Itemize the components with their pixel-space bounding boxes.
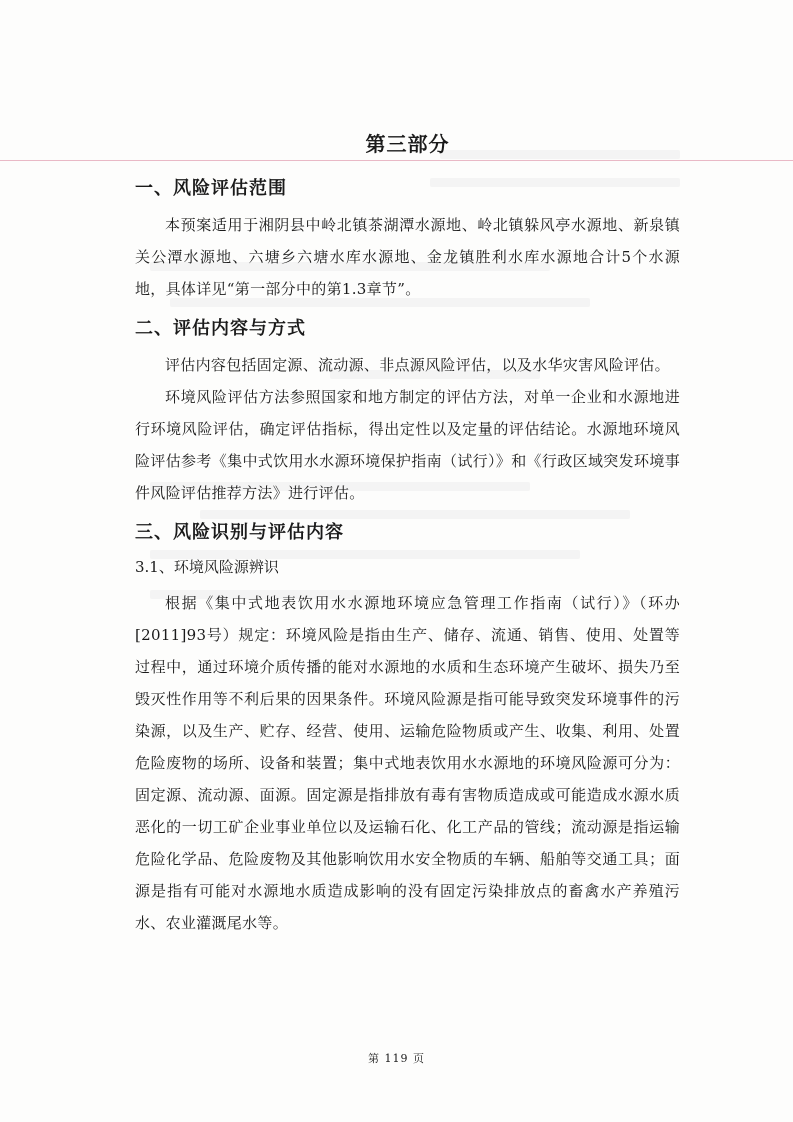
method-paragraph-2: 环境风险评估方法参照国家和地方制定的评估方法，对单一企业和水源地进行环境风险评估，确定评估指标，得出定性以及定量的评估结论。水源地环境风险评估参考《集中式饮用水水源环境保护指南（试行）》和《行政区域突发环境事件风险评估推荐方法》进行评估。 — [135, 388, 680, 502]
risk-source-paragraph: 根据《集中式地表饮用水水源地环境应急管理工作指南（试行）》（环办[2011]93号）规定：环境风险是指由生产、储存、流通、销售、使用、处置等过程中，通过环境介质传播的能对水源地的水质和生态环境产生破坏、损失乃至毁灭性作用等不利后果的因果条件。环境风险源是指可能导致突发环境事件的污染源，以及生产、贮存、经营、使用、运输危险物质或产生、收集、利用、处置危险废物的场所、设备和装置；集中式地表饮用水水源地的环境风险源可分为：固定源、流动源、面源。固定源是指排放有毒有害物质造成或可能造成水源水质恶化的一切工矿企业事业单位以及运输石化、化工产品的管线；流动源是指运输危险化学品、危险废物及其他影响饮用水安全物质的车辆、船舶等交通工具；面源是指有可能对水源地水质造成影响的没有固定污染排放点的畜禽水产养殖污水、农业灌溉尾水等。 — [135, 594, 680, 932]
scope-paragraph: 本预案适用于湘阴县中岭北镇茶湖潭水源地、岭北镇躲风亭水源地、新泉镇关公潭水源地、六塘乡六塘水库水源地、金龙镇胜利水库水源地合计5个水源地，具体详见“第一部分中的第1.3章节”。 — [135, 216, 680, 298]
section-heading-identification: 三、风险识别与评估内容 — [135, 522, 344, 543]
section-heading-scope: 一、风险评估范围 — [135, 178, 287, 199]
method-paragraph-1: 评估内容包括固定源、流动源、非点源风险评估，以及水华灾害风险评估。 — [165, 356, 670, 374]
part-title: 第三部分 — [365, 132, 450, 156]
section-heading-method: 二、评估内容与方式 — [135, 318, 306, 339]
document-body — [135, 128, 680, 939]
subsection-heading-risk-source: 3.1、环境风险源辨识 — [135, 558, 279, 576]
page-number: 第 119 页 — [368, 1052, 425, 1065]
